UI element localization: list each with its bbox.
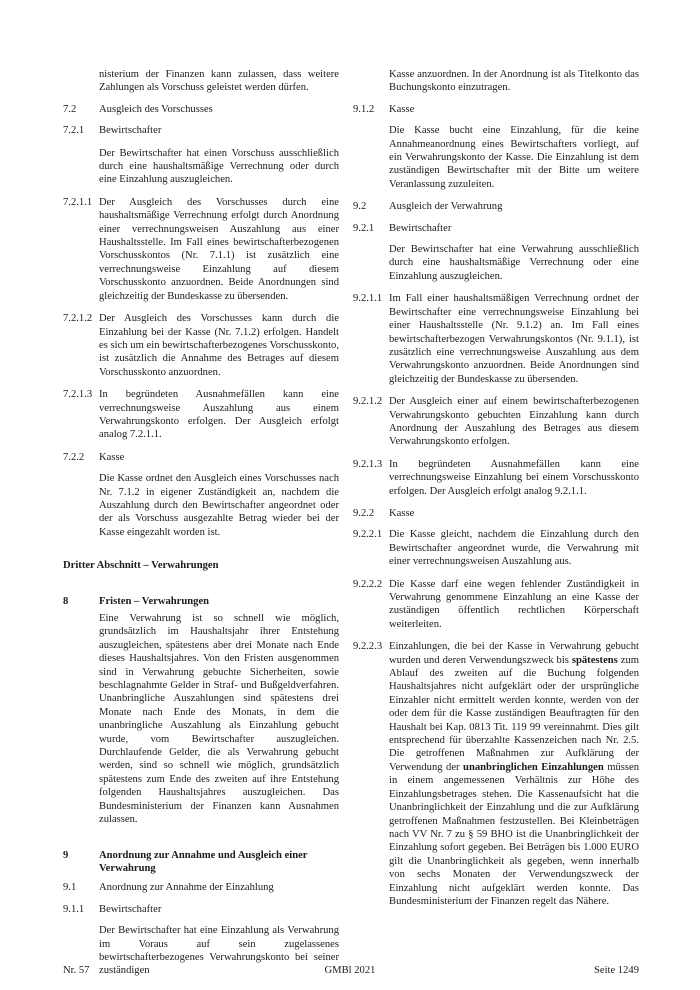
continued-paragraph: nisterium der Finanzen kann zulassen, dass weitere Zahlungen als Vorschuss geleistet werden dürfen. <box>99 69 339 94</box>
section-title: Bewirtschafter <box>99 125 162 137</box>
item-text: In begründeten Ausnahmefällen kann eine verrechnungsweise Auszahlung aus einem Verwahrungskonto erfolgen. Der Ausgleich erfolgt analog 7.2.1.1. <box>99 389 339 441</box>
section-number: 7.2.1 <box>63 125 85 137</box>
section-title: Ausgleich des Vorschusses <box>99 103 213 115</box>
item-9-2-1-1 <box>353 292 639 386</box>
section-title: Bewirtschafter <box>99 903 162 915</box>
heading-9-1-1 <box>63 903 339 916</box>
item-text <box>389 640 639 908</box>
section-title: Fristen – Verwahrungen <box>99 595 210 607</box>
item-9-2-2-1 <box>353 528 639 568</box>
heading-9-2-1 <box>353 222 639 235</box>
paragraph-9-2-1: Der Bewirtschafter hat eine Verwahrung ausschließlich durch eine haushaltsmäßige Verrechnung oder eine Einzahlung auszugleichen. <box>389 244 639 282</box>
section-number: 8 <box>63 595 69 607</box>
heading-7-2-1 <box>63 124 339 137</box>
item-text: Die Kasse gleicht, nachdem die Einzahlung durch den Bewirtschafter angeordnet wurde, die Verwahrung mit einer verrechnungsweisen Auszahlung aus. <box>389 529 639 568</box>
footer-page-number: Seite 1249 <box>593 965 639 976</box>
text-run: zum Ablauf des zweiten auf die Buchung folgenden Haushaltsjahres nicht aufgeklärt oder der ursprüngliche Einzahler nicht ermittelt werden konnte, werden von der oder dem für die Kasse zuständigen Beauftragten für den Haushalt bei Kap. 0813 Tit. 119 99 vereinnahmt. Dies gilt entsprechend für überzahlte Kassenzeichen nach Nr. 2.5. Die getroffenen Maßnahmen zur Aufklärung der Verwendung der <box>389 654 639 773</box>
item-text: Im Fall einer haushaltsmäßigen Verrechnung ordnet der Bewirtschafter eine verrechnungsweise Einzahlung bei einer Haushaltsstelle (Nr. 9.1.2) an. Im Fall eines bewirtschafterbezogen Verwahrungskontos (Nr. 9.1.1), ist zusätzlich eine verrechnungsweise Auszahlung aus dem Verwahrungskonto anzuordnen. Beide Anordnungen sind gleichzeitig der Bundeskasse zu übersenden. <box>389 293 639 385</box>
item-text: Der Ausgleich des Vorschusses kann durch die Einzahlung bei der Kasse (Nr. 7.1.2) erfolgen. Handelt es sich um ein bewirtschafterbezogenes Vorschusskonto, ist zusätzlich die Annahme des Betrages auf diesem Vorschusskonto anzuordnen. <box>99 313 339 378</box>
paragraph-7-2-2: Die Kasse ordnet den Ausgleich eines Vorschusses nach Nr. 7.1.2 in eigener Zuständigkeit an, nachdem die Auszahlung durch den Bewirtschafter angeordnet oder der als Vorschuss ausgezahlte Betrag wieder bei der Kasse eingezahlt worden ist. <box>99 473 339 538</box>
paragraph-9-1-1: Der Bewirtschafter hat eine Einzahlung als Verwahrung im Voraus auf sein zugelassenes bewirtschafterbezogenes Verwahrungskonto bei seiner zuständigen <box>99 925 339 977</box>
heading-9-2-2 <box>353 507 639 520</box>
paragraph-7-2-1: Der Bewirtschafter hat einen Vorschuss ausschließlich durch eine haushaltsmäßige Verrechnung oder durch eine Einzahlung auszugleichen. <box>99 147 339 186</box>
text-run: müssen in einem angemessenen Verhältnis zur Höhe des Einzahlungsbetrages stehen. Die Kassenaufsicht hat die Unanbringlichkeit der Einzahlung und die zur Aufklärung getroffenen Maßnahmen festzustellen. Bei Kleinbeträgen nach VV Nr. 7 zu § 59 BHO ist die Unanbringlichkeit der Einzahlung sofort gegeben. Bei Beträgen bis 1.000 EURO gilt die Unanbringlichkeit als gegeben, wenn innerhalb von sechs Monaten der Verwendungszweck der Einzahlung nicht aufgeklärt werden konnte. Das Bundesministerium der Finanzen regelt das Nähere. <box>389 761 639 907</box>
heading-8 <box>63 595 339 608</box>
item-number: 9.2.1.3 <box>353 458 383 470</box>
continued-paragraph: Kasse anzuordnen. In der Anordnung ist als Titelkonto das Buchungskonto einzutragen. <box>389 69 639 94</box>
section-title-third: Dritter Abschnitt – Verwahrungen <box>63 560 219 572</box>
emphasis-unanbringliche-einzahlungen: unanbringlichen Einzahlungen <box>463 761 604 773</box>
emphasis-spaetestens: spätestens <box>571 654 618 666</box>
paragraph-8: Eine Verwahrung ist so schnell wie möglich, grundsätzlich im Haushaltsjahr ihrer Entstehung auszugleichen, spätestens aber drei Monate nach Ende dieses Haushaltsjahres. Von den Fristen ausgenommen sind in Verwahrung gebuchte Sicherheiten, sowie beschlagnahmte Gelder in Straf- und Bußgeldverfahren. Unanbringliche Auszahlungen sind spätestens drei Monate nach Ende des Monats, in dem die unanbringliche Auszahlung als Einzahlung gebucht wurde, vom Bewirtschafter auszugleichen. Durchlaufende Gelder, die als Verwahrung gebucht werden, sind so schnell wie möglich, grundsätzlich spätestens zum Ende des zweiten auf ihre Entstehung folgenden Haushaltsjahres auszugleichen. Das Bundesministerium der Finanzen kann Ausnahmen zulassen. <box>99 613 339 826</box>
heading-7-2 <box>63 103 339 116</box>
left-column <box>63 68 339 978</box>
item-text: Der Ausgleich des Vorschusses durch eine haushaltsmäßige Verrechnung erfolgt durch Anordnung einer verrechnungsweisen Auszahlung aus einer Haushaltsstelle. Im Fall eines bewirtschafterbezogenen Vorschusskontos (Nr. 7.1.1) ist zusätzlich eine verrechnungsweise Einzahlung auf diesem Vorschusskonto anzuordnen. Beide Anordnungen sind gleichzeitig der Bundeskasse zu übersenden. <box>99 196 339 302</box>
item-9-2-2-2 <box>353 578 639 632</box>
section-title: Kasse <box>389 507 415 519</box>
heading-9 <box>63 849 339 876</box>
item-9-2-2-3 <box>353 640 639 908</box>
section-number: 7.2.2 <box>63 451 85 463</box>
item-9-2-1-2 <box>353 395 639 449</box>
item-7-2-1-3 <box>63 388 339 442</box>
footer-issue-number: Nr. 57 <box>63 965 90 976</box>
section-title: Anordnung zur Annahme der Einzahlung <box>99 882 274 894</box>
item-text: Die Kasse darf eine wegen fehlender Zuständigkeit in Verwahrung genommene Einzahlung an eine Kasse der zuständigen öffentlich rechtlichen Körperschaft weiterleiten. <box>389 578 639 630</box>
section-number: 9.2.1 <box>353 222 375 234</box>
item-7-2-1-1 <box>63 196 339 303</box>
heading-9-1-2 <box>353 103 639 116</box>
heading-9-1 <box>63 881 339 894</box>
item-number: 9.2.1.2 <box>353 396 383 408</box>
section-title: Bewirtschafter <box>389 222 452 234</box>
item-number: 7.2.1.1 <box>63 196 93 208</box>
section-title: Anordnung zur Annahme und Ausgleich einer Verwahrung <box>99 849 308 874</box>
section-number: 9.1.2 <box>353 103 375 115</box>
item-9-2-1-3 <box>353 458 639 498</box>
section-title: Kasse <box>389 103 415 115</box>
item-number: 9.2.1.1 <box>353 293 383 305</box>
section-number: 9.1.1 <box>63 903 85 915</box>
section-number: 9.1 <box>63 882 77 894</box>
section-number: 9.2.2 <box>353 507 375 519</box>
section-number: 9 <box>63 849 69 861</box>
item-number: 9.2.2.1 <box>353 529 383 541</box>
item-number: 9.2.2.3 <box>353 641 383 653</box>
item-number: 7.2.1.2 <box>63 313 93 325</box>
section-number: 9.2 <box>353 201 367 213</box>
section-number: 7.2 <box>63 103 77 115</box>
item-text: In begründeten Ausnahmefällen kann eine verrechnungsweise Einzahlung bei einem Vorschusskonto erfolgen. Der Ausgleich erfolgt analog 9.2.1.1. <box>389 458 639 497</box>
footer-publication: GMBl 2021 <box>324 965 376 976</box>
section-title: Ausgleich der Verwahrung <box>389 201 503 213</box>
item-7-2-1-2 <box>63 312 339 379</box>
section-title: Kasse <box>99 451 125 463</box>
paragraph-9-1-2: Die Kasse bucht eine Einzahlung, für die keine Annahmeanordnung eines Bewirtschafters vorliegt, auf ein Verwahrungskonto der Kasse. Die Einzahlung ist dem zuständigen Bewirtschafter mit der Bitte um weitere Veranlassung zuzuleiten. <box>389 125 639 190</box>
heading-7-2-2 <box>63 451 339 464</box>
text-run: Einzahlungen, die bei der Kasse in Verwahrung gebucht wurden und deren Verwendungszweck bis <box>389 641 639 666</box>
item-number: 9.2.2.2 <box>353 578 383 590</box>
heading-9-2 <box>353 200 639 213</box>
item-number: 7.2.1.3 <box>63 389 93 401</box>
item-text: Der Ausgleich einer auf einem bewirtschafterbezogenen Verwahrungskonto gebuchten Einzahlung kann durch Anordnung der Auszahlung des Betrages aus diesem Verwahrungskonto erfolgen. <box>389 396 639 448</box>
right-column <box>353 68 639 908</box>
